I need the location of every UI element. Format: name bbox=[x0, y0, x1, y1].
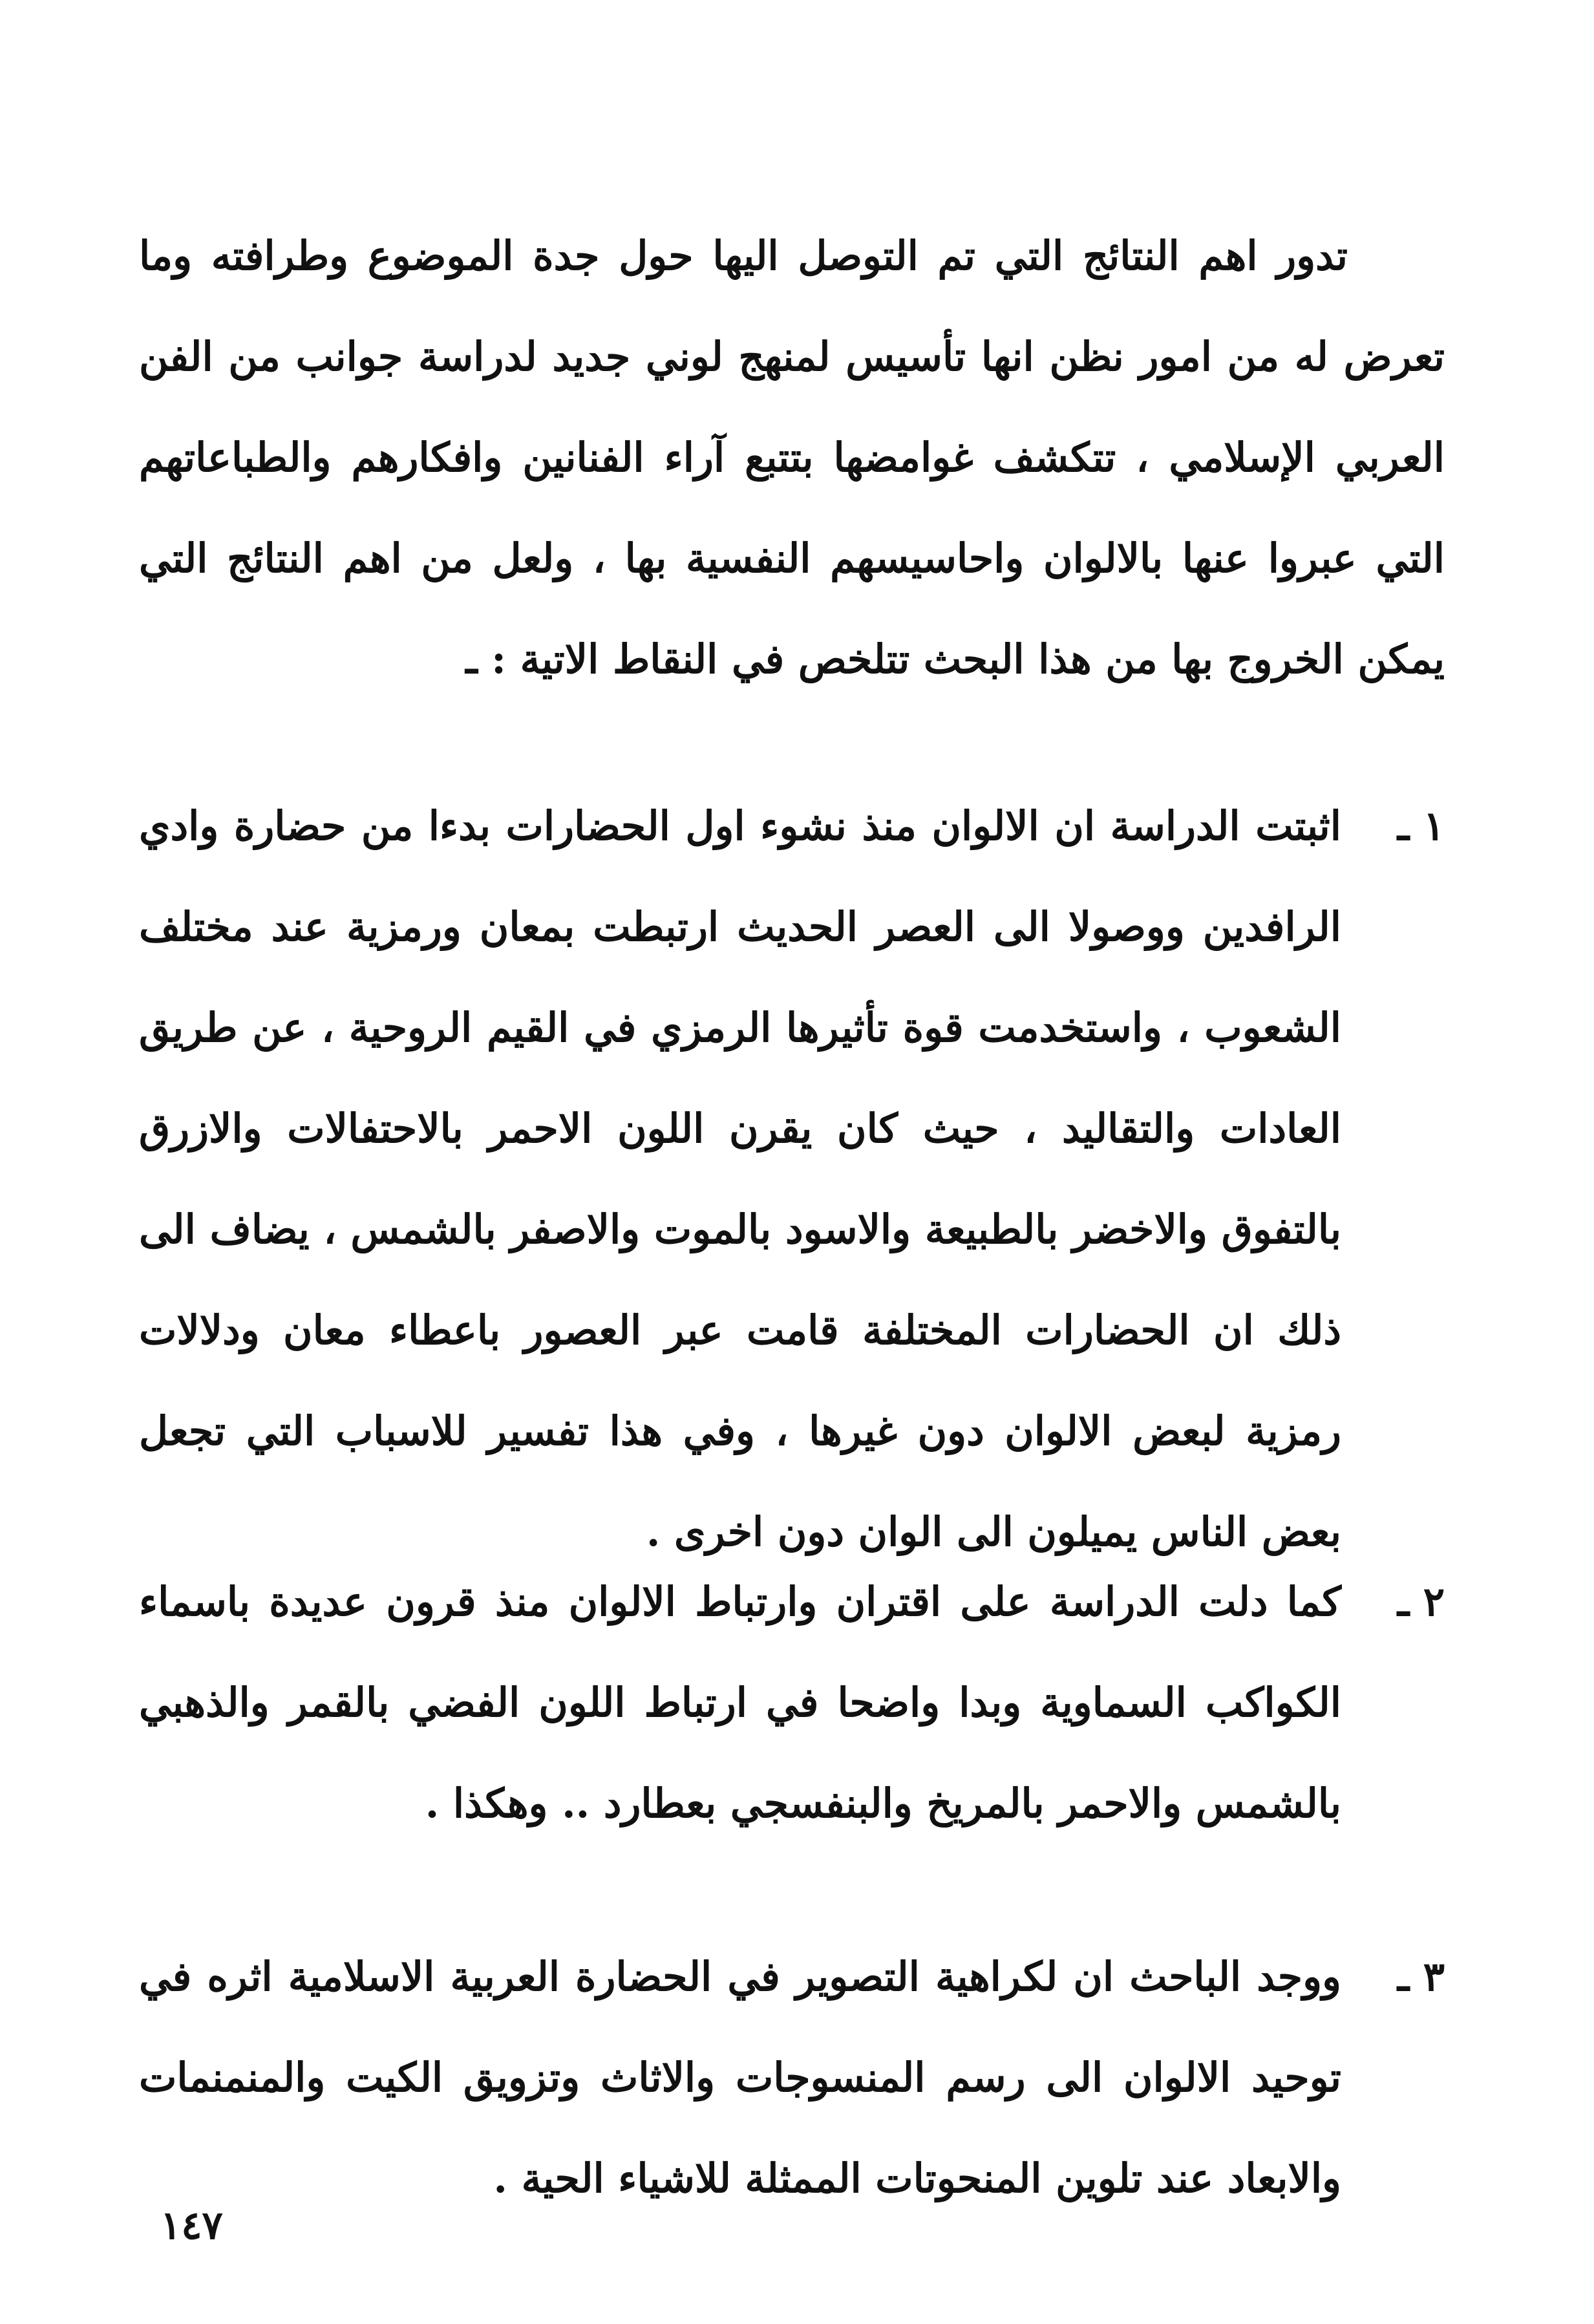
item-text: ووجد الباحث ان لكراهية التصوير في الحضارة العربية الاسلامية اثره في توحيد الالوان الى رسم المنسوجات والاثاث وتزويق الكيت والمنمنمات والابعاد عند تلوين المنحوتات الممثلة للاشياء الحية . bbox=[139, 1953, 1341, 2202]
list-item bbox=[139, 1551, 1445, 1854]
item-number: ١ ـ bbox=[1397, 802, 1445, 849]
list-item bbox=[139, 776, 1445, 1583]
intro-paragraph: تدور اهم النتائج التي تم التوصل اليها حول جدة الموضوع وطرافته وما تعرض له من امور نظن انها تأسيس لمنهج لوني جديد لدراسة جوانب من الفن العربي الإسلامي ، تتكشف غوامضها بتتبع آراء الفنانين وافكارهم والطباعاتهم التي عبروا عنها بالالوان واحاسيسهم النفسية بها ، ولعل من اهم النتائج التي يمكن الخروج بها من هذا البحث تتلخص في النقاط الاتية : ـ bbox=[139, 232, 1445, 683]
item-number: ٢ ـ bbox=[1397, 1578, 1445, 1625]
item-text: اثبتت الدراسة ان الالوان منذ نشوء اول الحضارات بدءا من حضارة وادي الرافدين ووصولا الى العصر الحديث ارتبطت بمعان ورمزية عند مختلف الشعوب ، واستخدمت قوة تأثيرها الرمزي في القيم الروحية ، عن طريق العادات والتقاليد ، حيث كان يقرن اللون الاحمر بالاحتفالات والازرق بالتفوق والاخضر بالطبيعة والاسود بالموت والاصفر بالشمس ، يضاف الى ذلك ان الحضارات المختلفة قامت عبر العصور باعطاء معان ودلالات رمزية لبعض الالوان دون غيرها ، وفي هذا تفسير للاسباب التي تجعل بعض الناس يميلون الى الوان دون اخرى . bbox=[139, 802, 1342, 1555]
item-text: كما دلت الدراسة على اقتران وارتباط الالوان منذ قرون عديدة باسماء الكواكب السماوية وبدا واضحا في ارتباط اللون الفضي بالقمر والذهبي بالشمس والاحمر بالمريخ والبنفسجي بعطارد .. وهكذا . bbox=[139, 1578, 1341, 1827]
item-number: ٣ ـ bbox=[1397, 1953, 1445, 2000]
list-item bbox=[139, 1926, 1445, 2229]
page-number: ١٤٧ bbox=[160, 2203, 223, 2248]
